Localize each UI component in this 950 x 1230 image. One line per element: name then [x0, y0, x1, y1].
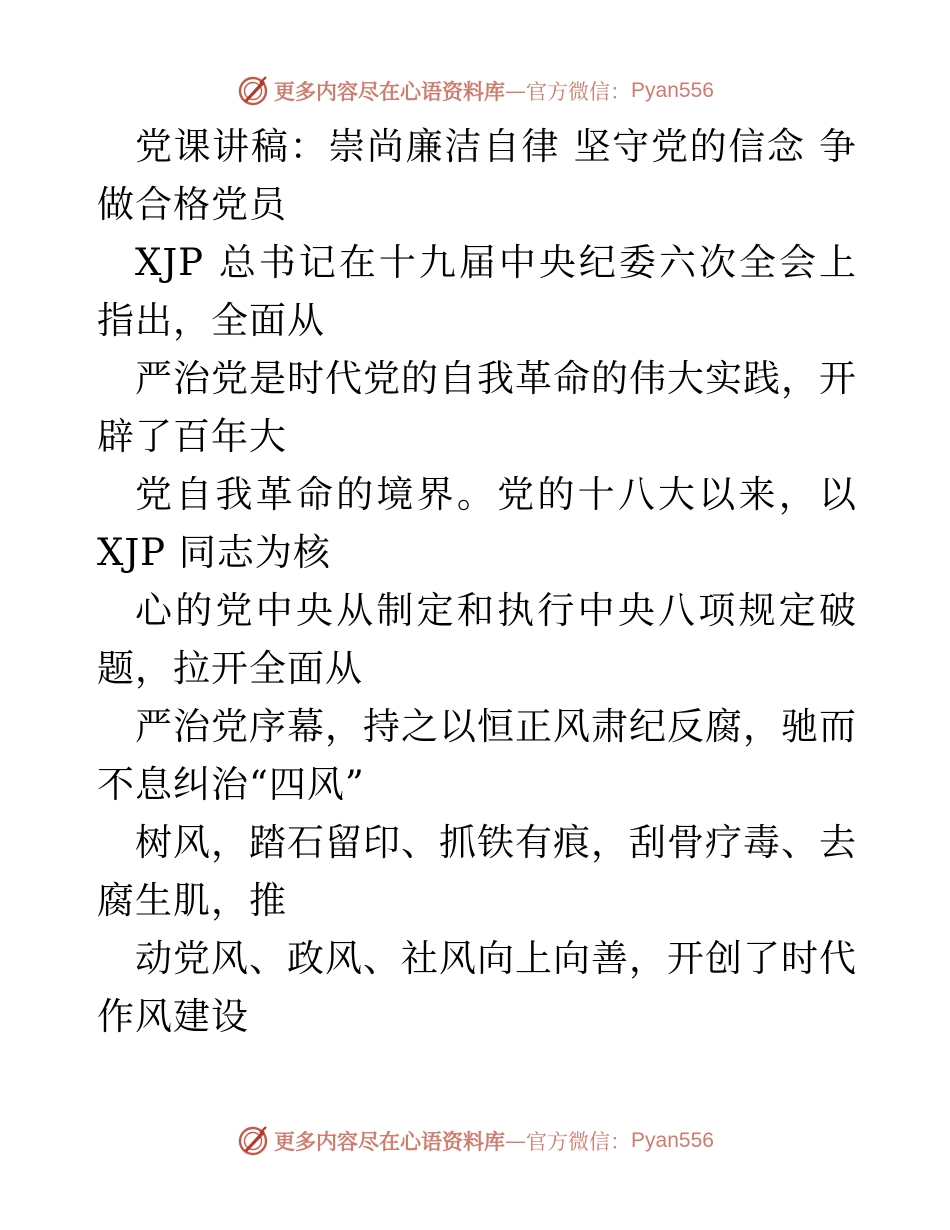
quill-pen-circle-icon: [236, 74, 270, 108]
paragraph: 党自我革命的境界。党的十八大以来，以 XJP 同志为核: [97, 473, 857, 574]
watermark-wechat-id: Pyan556: [631, 1129, 714, 1152]
quill-pen-circle-icon: [236, 1124, 270, 1158]
paragraph: 动党风、政风、社风向上向善，开创了时代作风建设: [97, 937, 857, 1038]
paragraph: XJP 总书记在十九届中央纪委六次全会上指出，全面从: [97, 241, 857, 342]
watermark-separator: —: [505, 1129, 527, 1153]
watermark-wechat-id: Pyan556: [631, 79, 714, 102]
paragraph: 心的党中央从制定和执行中央八项规定破题，拉开全面从: [97, 589, 857, 690]
paragraph: 严治党是时代党的自我革命的伟大实践，开辟了百年大: [97, 357, 857, 458]
document-title: 党课讲稿：崇尚廉洁自律 坚守党的信念 争做合格党员: [97, 125, 857, 226]
paragraph: 严治党序幕，持之以恒正风肃纪反腐，驰而不息纠治“四风”: [97, 705, 857, 806]
header-watermark: [0, 71, 950, 111]
footer-watermark: [0, 1121, 950, 1161]
paragraph: 树风，踏石留印、抓铁有痕，刮骨疗毒、去腐生肌，推: [97, 821, 857, 922]
watermark-separator: —: [505, 79, 527, 103]
watermark-brand-text: 更多内容尽在心语资料库: [274, 1129, 506, 1154]
watermark-official-label: 官方微信：: [526, 80, 632, 104]
watermark-brand-text: 更多内容尽在心语资料库: [274, 79, 506, 104]
document-body: [97, 118, 857, 1046]
watermark-official-label: 官方微信：: [526, 1130, 632, 1154]
